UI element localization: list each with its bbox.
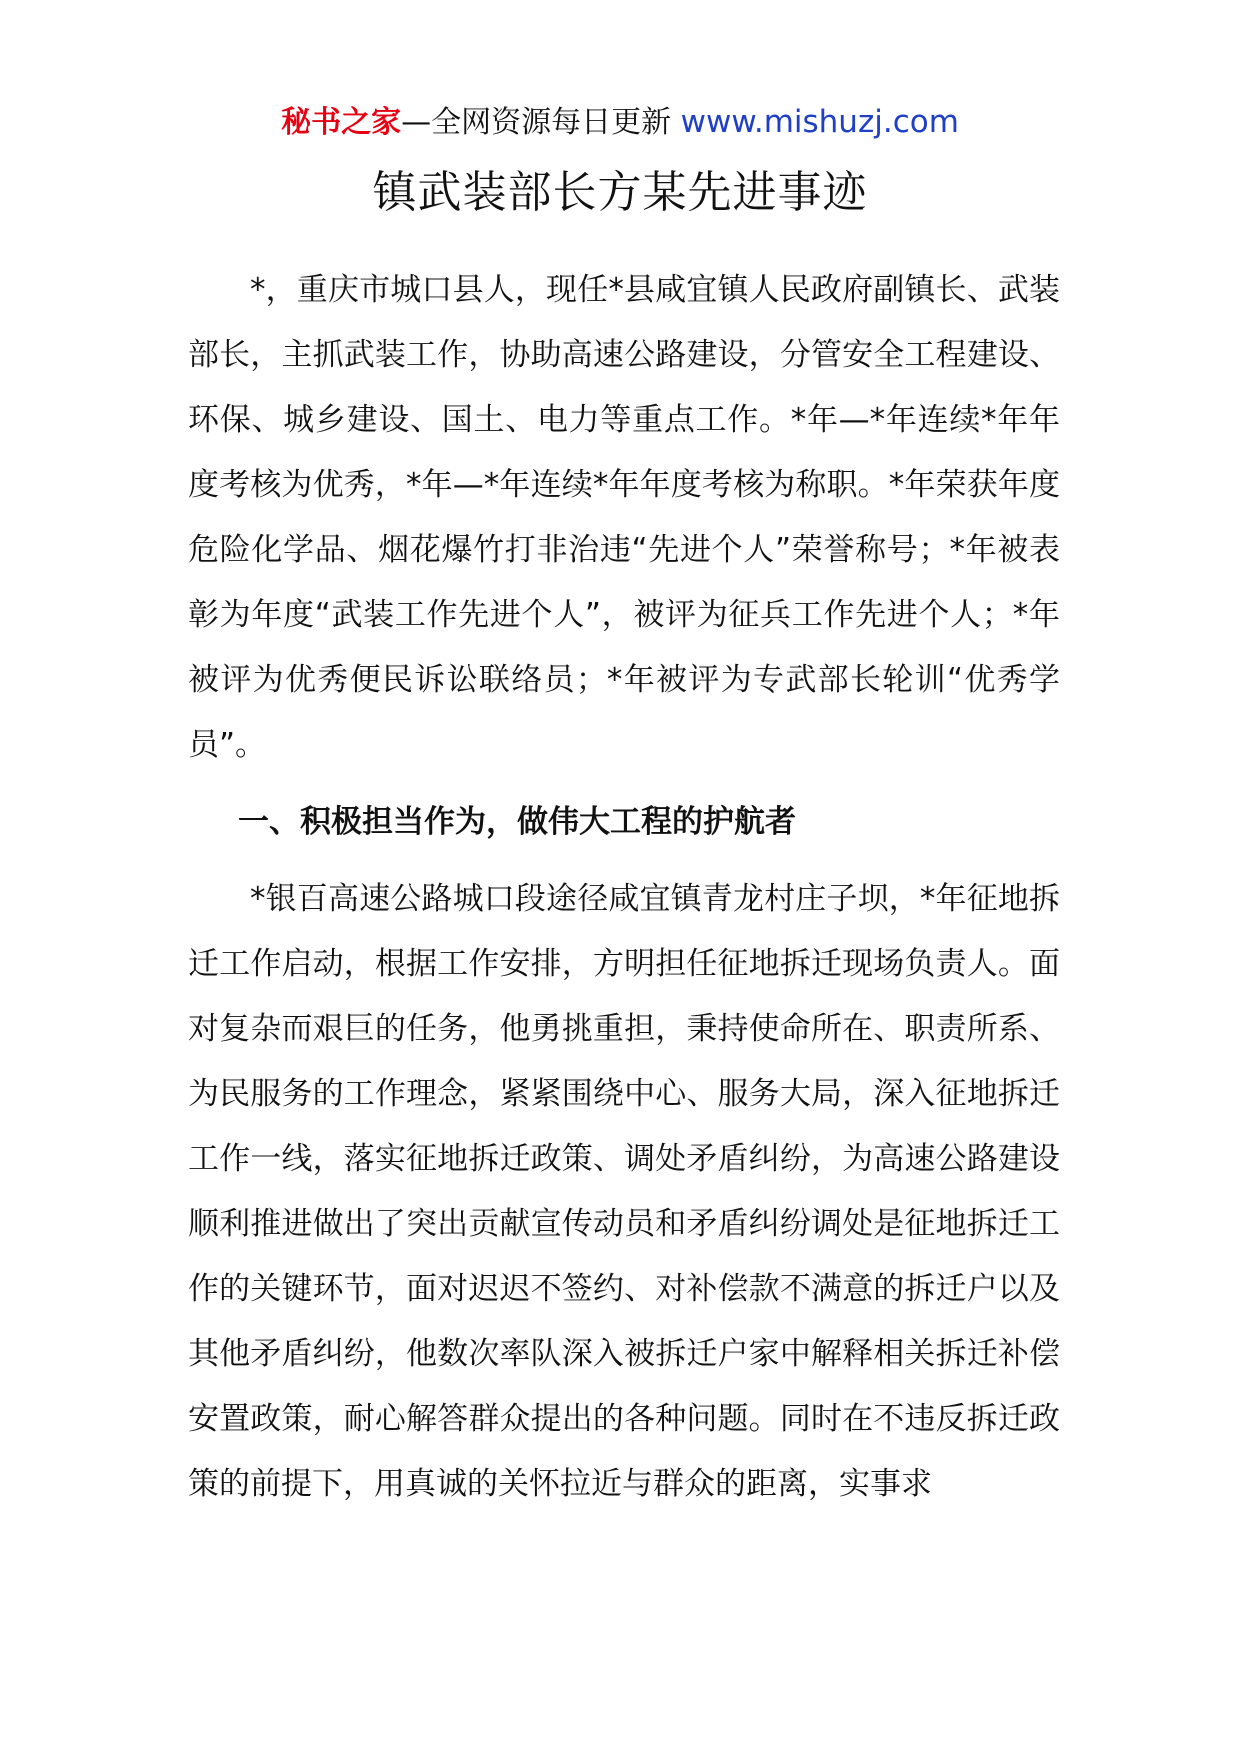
site-url-link[interactable]: www.mishuzj.com [680, 104, 959, 140]
intro-paragraph: *，重庆市城口县人，现任*县咸宜镇人民政府副镇长、武装部长，主抓武装工作，协助高速公路建设，分管安全工程建设、环保、城乡建设、国土、电力等重点工作。*年—*年连续*年年度考核为优秀，*年—*年连续*年年度考核为称职。*年荣获年度危险化学品、烟花爆竹打非治违“先进个人”荣誉称号；*年被表彰为年度“武装工作先进个人”，被评为征兵工作先进个人；*年被评为优秀便民诉讼联络员；*年被评为专武部长轮训“优秀学员”。 [188, 272, 1060, 763]
site-brand: 秘书之家 [281, 105, 402, 140]
section-heading: 一、积极担当作为，做伟大工程的护航者 [238, 804, 796, 840]
document-body [188, 258, 1060, 1517]
site-header [0, 102, 1240, 143]
section-paragraph: *银百高速公路城口段途径咸宜镇青龙村庄子坝，*年征地拆迁工作启动，根据工作安排，方明担任征地拆迁现场负责人。面对复杂而艰巨的任务，他勇挑重担，秉持使命所在、职责所系、为民服务的工作理念，紧紧围绕中心、服务大局，深入征地拆迁工作一线，落实征地拆迁政策、调处矛盾纠纷，为高速公路建设顺利推进做出了突出贡献宣传动员和矛盾纠纷调处是征地拆迁工作的关键环节，面对迟迟不签约、对补偿款不满意的拆迁户以及其他矛盾纠纷，他数次率队深入被拆迁户家中解释相关拆迁补偿安置政策，耐心解答群众提出的各种问题。同时在不违反拆迁政策的前提下，用真诚的关怀拉近与群众的距离，实事求 [188, 881, 1060, 1502]
site-tagline: —全网资源每日更新 [401, 105, 672, 140]
document-title: 镇武装部长方某先进事迹 [372, 167, 868, 218]
